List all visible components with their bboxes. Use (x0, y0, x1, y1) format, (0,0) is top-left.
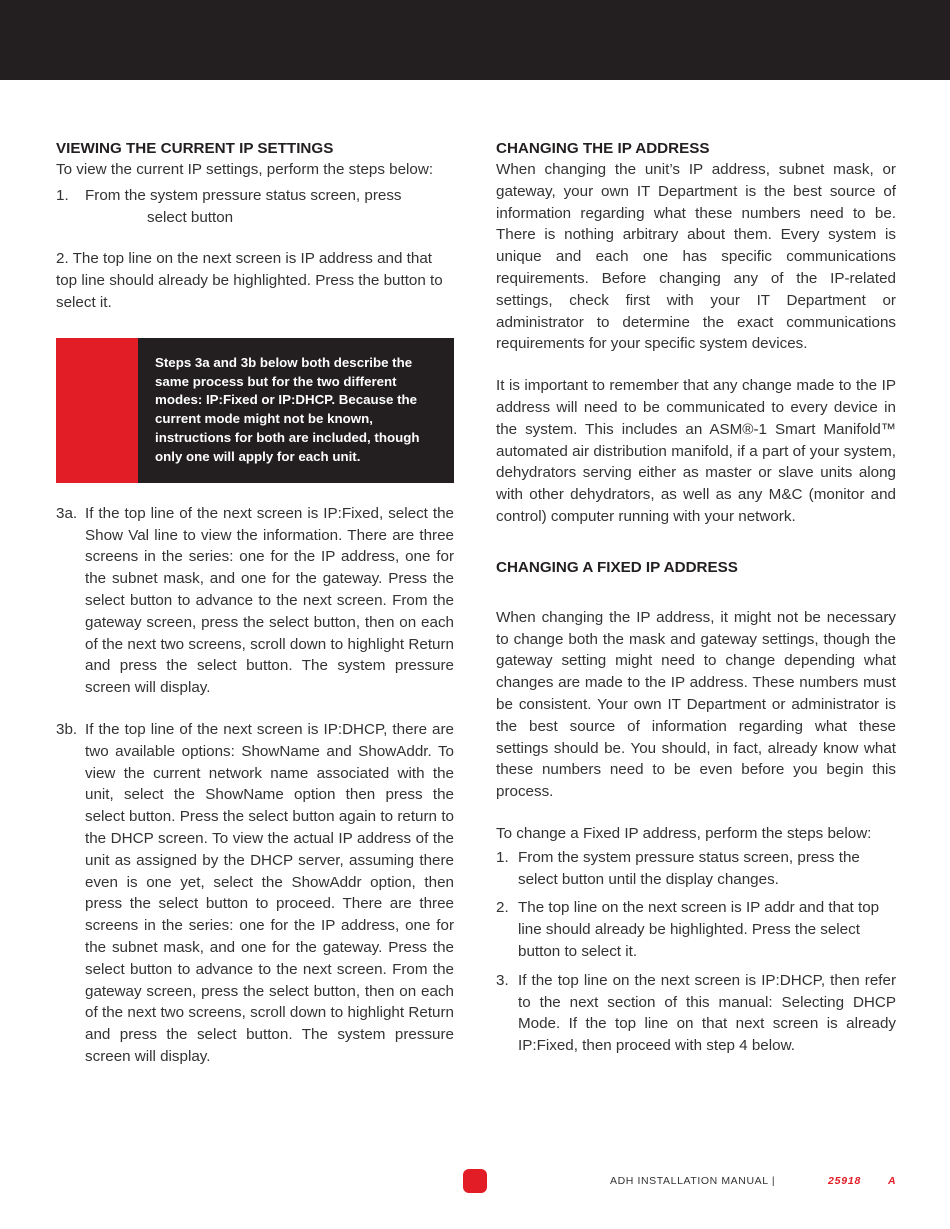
callout-box (56, 338, 454, 483)
fixed-step-2 (496, 897, 896, 962)
callout-text: Steps 3a and 3b below both describe the same process but for the two different modes: IP:Fixed or IP:DHCP. Because the current mode might not be known, instructions for both are included, though only one will apply for each unit. (155, 354, 420, 464)
step-number: 3. (496, 971, 509, 989)
header-bar (0, 0, 950, 80)
view-step-3a (56, 503, 454, 699)
viewing-intro: To view the current IP settings, perform the steps below: (56, 161, 434, 178)
changing-paragraph-2: It is important to remember that any change made to the IP address will need to be communicated to every device in the system. This includes an ASM®-1 Smart Manifold™ automated air distribution manifold, if a part of your system, dehydrators serving either as master or slave units along with other dehydrators, as well as any M&C (monitor and control) computer running with your network. (496, 377, 896, 525)
fixed-step-3 (496, 970, 896, 1057)
section-heading-changing: CHANGING THE IP ADDRESS (496, 140, 710, 157)
step-text: If the top line of the next screen is IP:Fixed, select the Show Val line to view the information. There are three screens in the series: one for the IP address, one for the subnet mask, and one for the gateway. Press the select button to advance to the next screen. From the gateway screen, press the select button, then on each of the next two screens, scroll down to highlight Return and press the select button. The system pressure screen will display. (85, 504, 454, 697)
footer-page-marker (463, 1169, 487, 1193)
view-step-3b (56, 719, 454, 1068)
footer-manual-title: ADH INSTALLATION MANUAL | (610, 1175, 776, 1187)
step-number: 2. (496, 899, 509, 917)
step-text: From the system pressure status screen, press (85, 186, 402, 204)
right-column (496, 138, 896, 1057)
step-text: If the top line of the next screen is IP:DHCP, there are two available options: ShowName and ShowAddr. To view the current network name associated with the unit, select the ShowName option then press the select button. Press the select button again to return to the DHCP screen. To view the actual IP address of the unit as assigned by the DHCP server, assuming there even is one yet, select the ShowAddr option, then press the select button to proceed. There are three screens in the series: one for the IP address, one for the subnet mask, and one for the gateway. Press the select button to advance to the next screen. From the gateway screen, press the select button, then on each of the next two screens, scroll down to highlight Return and press the select button. The system pressure screen will display. (85, 720, 454, 1065)
footer-doc-number: 25918 (828, 1175, 862, 1187)
section-heading-viewing: VIEWING THE CURRENT IP SETTINGS (56, 140, 334, 157)
view-step-1 (56, 185, 454, 229)
step-number: 1. (56, 186, 69, 204)
fixed-intro: To change a Fixed IP address, perform the steps below: (496, 824, 872, 842)
step-text: If the top line on the next screen is IP:DHCP, then refer to the next section of this manual: Selecting DHCP Mode. If the top line on that next screen is already IP:Fixed, then proceed with step 4 below. (518, 971, 896, 1055)
step-text: From the system pressure status screen, press the select button until the display changes. (518, 848, 860, 888)
left-column (56, 138, 454, 1068)
callout-accent (56, 338, 138, 483)
step-number: 1. (496, 848, 509, 866)
footer-revision: A (888, 1175, 897, 1187)
step-text: The top line on the next screen is IP addr and that top line should already be highlighted. Press the select button to select it. (518, 899, 880, 960)
changing-paragraph-1: When changing the unit’s IP address, subnet mask, or gateway, your own IT Department is the best source of information regarding what these numbers need to be. There is nothing arbitrary about them. Every system is unique and each one has specific communications requirements. Before changing any of the IP-related settings, check first with your IT Department or administrator to determine the exact communications requirements for your specific system devices. (496, 161, 896, 353)
fixed-step-1 (496, 847, 896, 891)
step-text-cont: select button (147, 208, 234, 226)
fixed-paragraph: When changing the IP address, it might not be necessary to change both the mask and gateway settings, though the gateway setting might need to change depending what changes are made to the IP address. These numbers must be consistent. Your own IT Department or administrator is the best source of information regarding what these settings should be. You should, in fact, already know what these numbers need to be even before you begin this process. (496, 608, 896, 801)
view-step-2: 2. The top line on the next screen is IP address and that top line should already be highlighted. Press the button to select it. (56, 250, 443, 311)
section-heading-fixed: CHANGING A FIXED IP ADDRESS (496, 558, 738, 576)
step-number: 3a. (56, 504, 78, 522)
step-number: 3b. (56, 720, 78, 738)
